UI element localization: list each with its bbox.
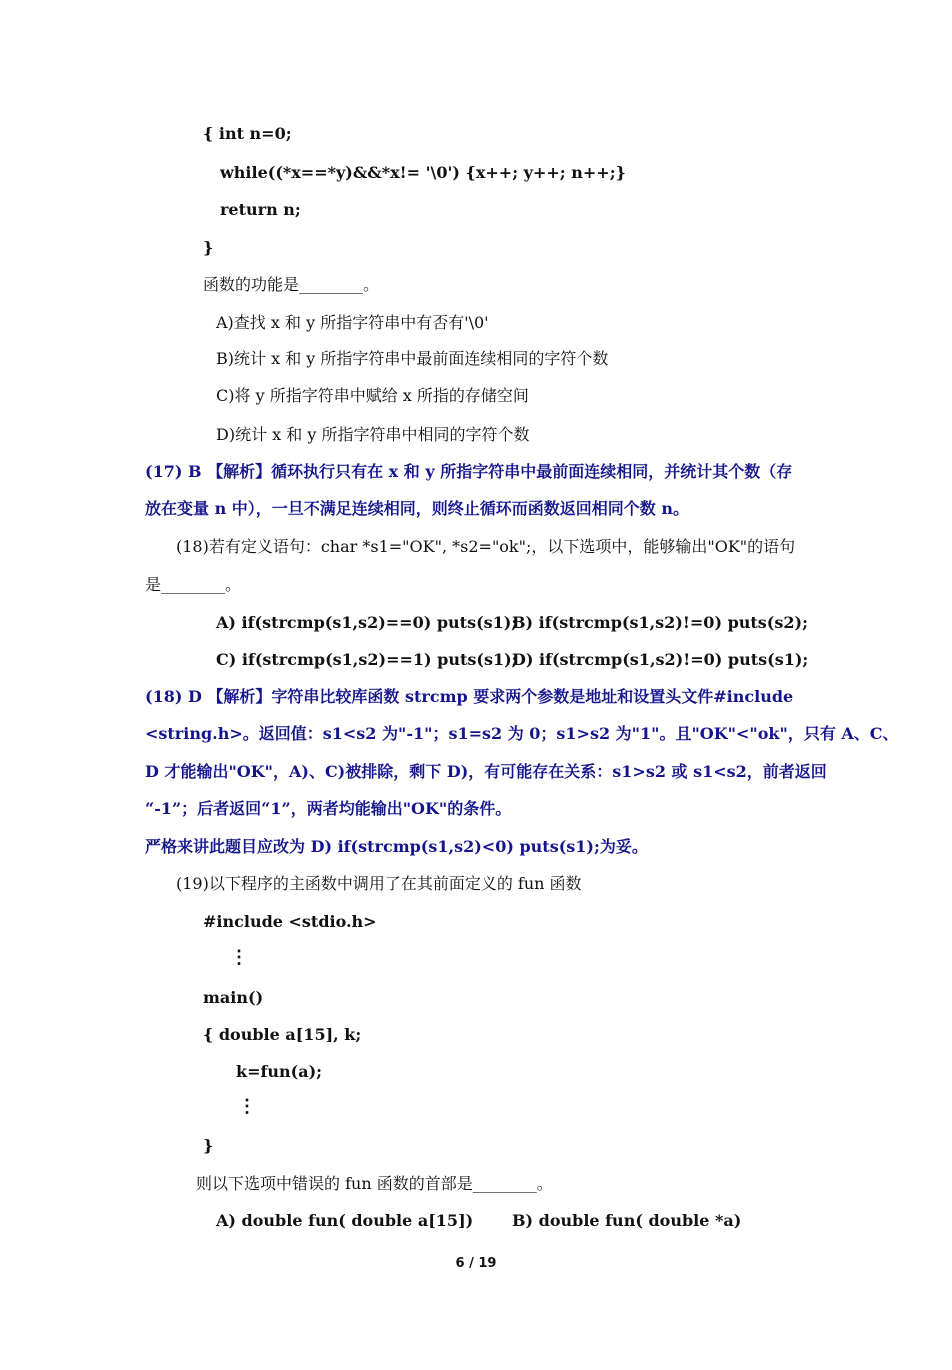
q18-options-row-1 [216,613,816,633]
q17-answer-line-2: 放在变量 n 中），一旦不满足连续相同，则终止循环而函数返回相同个数 n。 [145,499,689,518]
q18-option-b: B) if(strcmp(s1,s2)!=0) puts(s2); [512,613,808,632]
code-line-1: { int n=0; [203,124,292,143]
q19-code-close: } [203,1136,214,1155]
q19-code-call: k=fun(a); [236,1062,323,1081]
q17-option-b: B)统计 x 和 y 所指字符串中最前面连续相同的字符个数 [216,349,609,368]
q19-option-a: A) double fun( double a[15]) [216,1211,474,1230]
q17-option-a: A)查找 x 和 y 所指字符串中有否有'\0' [216,313,489,332]
q18-answer-line-3: D 才能输出"OK"，A)、C)被排除，剩下 D)，有可能存在关系：s1>s2 或 s1<s2，前者返回 [145,762,827,781]
q19-prompt: 则以下选项中错误的 fun 函数的首部是________。 [196,1174,553,1193]
q18-answer-line-5: 严格来讲此题目应改为 D) if(strcmp(s1,s2)<0) puts(s1);为妥。 [145,837,648,856]
q18-option-a: A) if(strcmp(s1,s2)==0) puts(s1); [216,613,518,632]
page-number: 6 / 19 [455,1256,497,1271]
q17-prompt: 函数的功能是________。 [203,275,380,294]
q19-code-main: main() [203,988,264,1007]
q18-answer-line-2: <string.h>。返回值：s1<s2 为"-1"；s1=s2 为 0；s1>s2 为"1"。且"OK"<"ok"，只有 A、C、 [145,724,899,743]
q18-options-row-2 [216,650,816,670]
q19-ellipsis-1: ⋮ [230,947,248,968]
q18-option-d: D) if(strcmp(s1,s2)!=0) puts(s1); [512,650,809,669]
q18-question-line-1: (18)若有定义语句：char *s1="OK", *s2="ok";，以下选项中，能够输出"OK"的语句 [176,537,796,556]
q19-ellipsis-2: ⋮ [238,1096,256,1117]
q19-question: (19)以下程序的主函数中调用了在其前面定义的 fun 函数 [176,874,582,893]
q18-question-line-2: 是________。 [145,575,242,594]
q18-answer-line-4: “-1”；后者返回“1”，两者均能输出"OK"的条件。 [145,799,512,818]
q17-answer-line-1: (17) B 【解析】循环执行只有在 x 和 y 所指字符串中最前面连续相同，并统计其个数（存 [145,462,793,481]
code-line-3: return n; [220,200,301,219]
q19-option-b: B) double fun( double *a) [512,1211,742,1230]
q18-answer-line-1: (18) D 【解析】字符串比较库函数 strcmp 要求两个参数是地址和设置头文件#include [145,687,794,706]
code-line-2: while((*x==*y)&&*x!= '\0') {x++; y++; n++;} [220,163,626,182]
q19-options-row [216,1211,816,1231]
q19-code-decl: { double a[15], k; [203,1025,362,1044]
code-line-4: } [203,238,214,257]
q18-option-c: C) if(strcmp(s1,s2)==1) puts(s1); [216,650,518,669]
q19-code-include: #include <stdio.h> [203,912,377,931]
q17-option-d: D)统计 x 和 y 所指字符串中相同的字符个数 [216,425,530,444]
q17-option-c: C)将 y 所指字符串中赋给 x 所指的存储空间 [216,386,529,405]
